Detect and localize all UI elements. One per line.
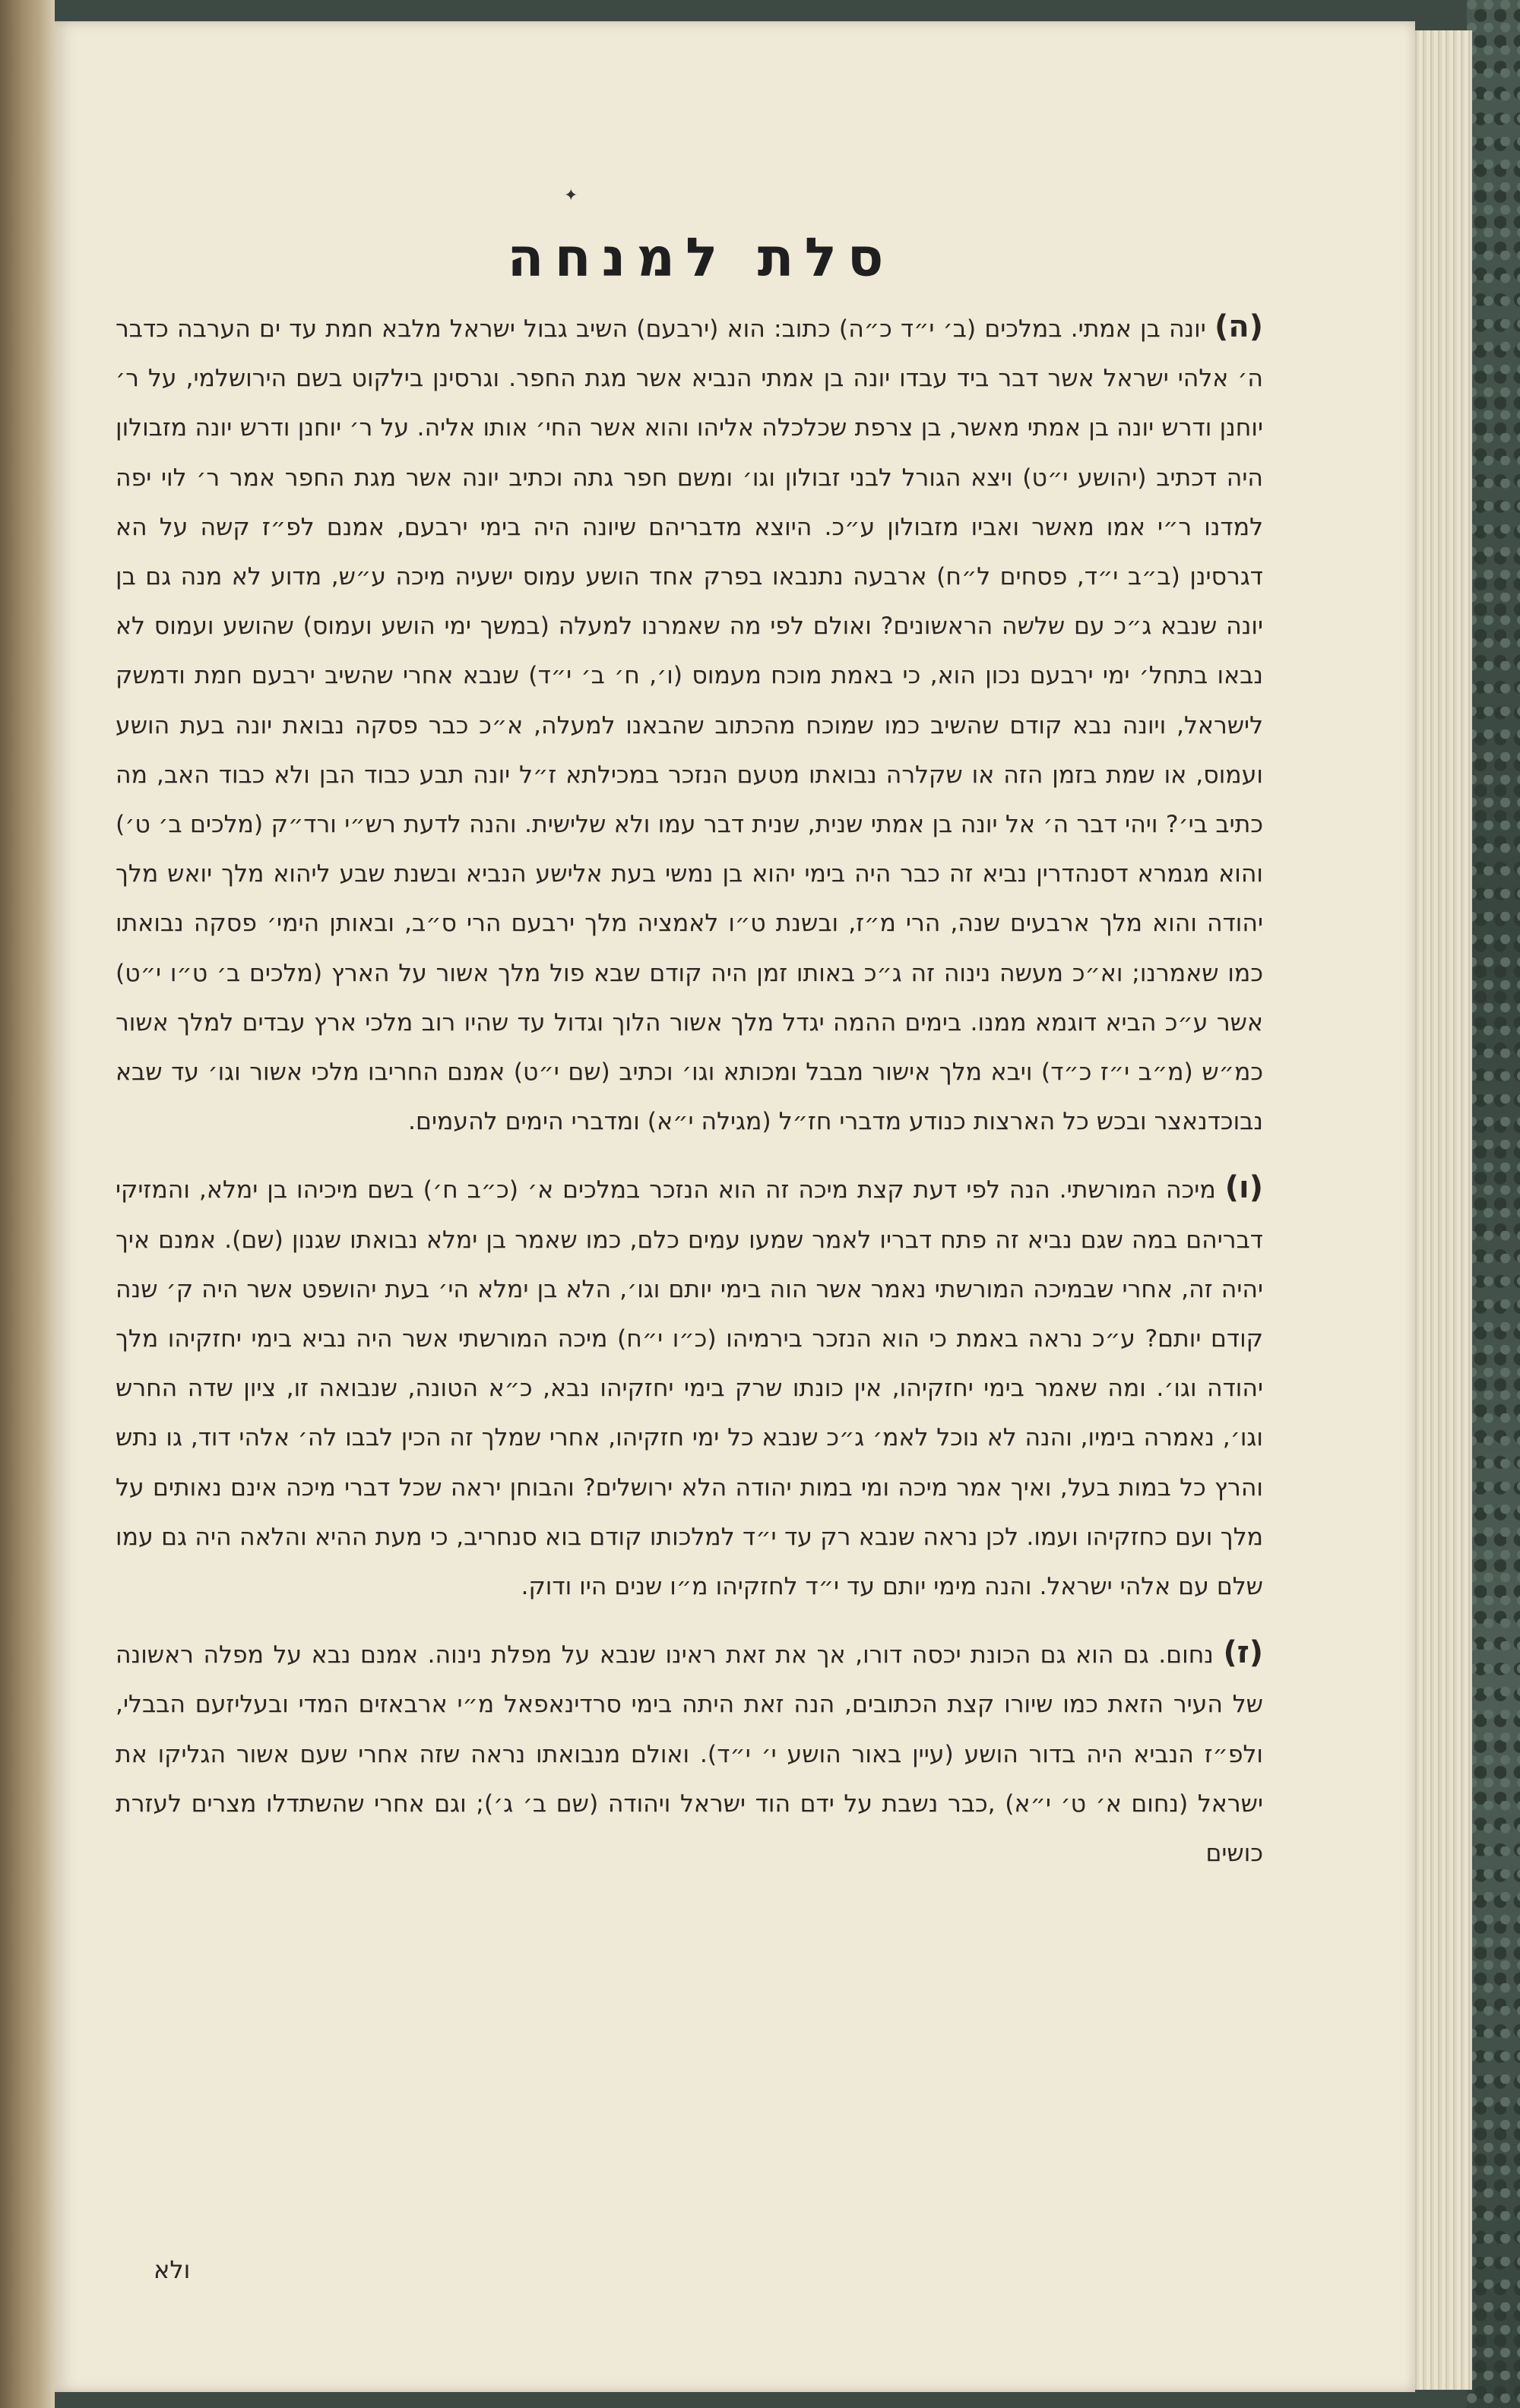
paragraph-3-number: (ז): [1223, 1635, 1264, 1671]
paragraph-1-number: (ה): [1214, 309, 1263, 344]
cover-board: [1467, 0, 1520, 2408]
paragraph-3-text: נחום. גם הוא גם הכונת יכסה דורו, אך את זאת ראינו שנבא על מפלת נינוה. אמנם נבא על מפלה ראשונה של העיר הזאת כמו שיורו קצת הכתובים, הנה זאת היתה בימי סרדינאפאל מ״י ארבאזים המדי ובעליזעם הבבלי, ולפ״ז הנביא היה בדור הושע (עיין באור הושע י׳ י״ד). ואולם מנבואתו נראה שזה אחרי שעם אשור הגליקו את ישראל (נחום א׳ ט׳ י״א) ,כבר נשבת על ידם הוד ישראל ויהודה (שם ב׳ ג׳); וגם אחרי שהשתדלו מצרים לעזרת כושים: [116, 1641, 1263, 1868]
paragraph-2-number: (ו): [1224, 1170, 1263, 1206]
main-text: [116, 302, 1263, 1878]
page-title: סלת למנחה: [507, 226, 895, 289]
catchword: ולא: [154, 2255, 191, 2284]
paragraph-1-text: יונה בן אמתי. במלכים (ב׳ י״ד כ״ה) כתוב: הוא (ירבעם) השיב גבול ישראל מלבא חמת עד ים הערבה כדבר ה׳ אלהי ישראל אשר דבר ביד עבדו יונה בן אמתי הנביא אשר מגת החפר. וגרסינן בילקוט בשם הירושלמי, על ר׳ יוחנן ודרש יונה בן אמתי מאשר, בן צרפת שכלכלה אליהו והוא אשר החי׳ אותו אליה. על ר׳ יוחנן ודרש יונה מזבולון היה דכתיב (יהושע י״ט) ויצא הגורל לבני זבולון וגו׳ ומשם חפר גתה וכתיב יונה אשר מגת החפר אמר ר׳ לוי יפה למדנו ר״י אמו מאשר ואביו מזבולון ע״כ. היוצא מדבריהם שיונה היה בימי ירבעם, אמנם לפ״ז קשה על הא דגרסינן (ב״ב י״ד, פסחים ל״ח) ארבעה נתנבאו בפרק אחד הושע עמוס ישעיה מיכה ע״ש, מדוע לא מנה גם בן יונה שנבא ג״כ עם שלשה הראשונים? ואולם לפי מה שאמרנו למעלה (במשך ימי הושע ועמוס) שהושע ועמוס לא נבאו בתחל׳ ימי ירבעם נכון הוא, כי באמת מוכח מעמוס (ו׳, ח׳ ב׳ י״ד) שנבא אחרי שהשיב ירבעם חמת ודמשק לישראל, ויונה נבא קודם שהשיב כמו שמוכח מהכתוב שהבאנו למעלה, א״כ כבר פסקה נבואת יונה בעת הושע ועמוס, או שמת בזמן הזה או שקלרה נבואתו מטעם הנזכר במכילתא ז״ל יונה תבע כבוד הבן ולא כבוד האב, מה כתיב בי׳? ויהי דבר ה׳ אל יונה בן אמתי שנית, שנית דבר עמו ולא שלישית. והנה לדעת רש״י ורד״ק (מלכים ב׳ ט׳) והוא מגמרא דסנהדרין נביא זה כבר היה בימי יהוא בן נמשי בעת אלישע הנביא ובשנת שבע ליהוא מלך יואש מלך יהודה והוא מלך ארבעים שנה, הרי מ״ז, ובשנת ט״ו לאמציה מלך ירבעם הרי ס״ב, ובאותן הימי׳ פסקה נבואתו כמו שאמרנו; וא״כ מעשה נינוה זה ג״כ באותו זמן היה קודם שבא פול מלך אשור על הארץ (מלכים ב׳ ט״ו י״ט) אשר ע״כ הביא דוגמא ממנו. בימים ההמה יגדל מלך אשור הלוך וגדול עד שהיו רוב מלכי ארץ עבדים למלך אשור כמ״ש (מ״ב י״ז כ״ד) ויבא מלך אישור מבבל ומכותא וגו׳ וכתיב (שם י״ט) אמנם החריבו מלכי אשור וגו׳ עד שבא נבוכדנאצר ובכש כל הארצות כנודע מדברי חז״ל (מגילה י״א) ומדברי הימים להעמים.: [116, 315, 1263, 1136]
book-binding: [0, 0, 55, 2408]
paragraph-1: [116, 302, 1263, 1147]
paragraph-2-text: מיכה המורשתי. הנה לפי דעת קצת מיכה זה הוא הנזכר במלכים א׳ (כ״ב ח׳) בשם מיכיהו בן ימלא, והמזיקי דבריהם במה שגם נביא זה פתח דבריו לאמר שמעו עמים כלם, כמו שאמר בן ימלא נבואתו שגנון (שם). אמנם איך יהיה זה, אחרי שבמיכה המורשתי נאמר אשר הוה בימי יותם וגו׳, הלא בן ימלא הי׳ בעת יהושפט אשר היה ק׳ שנה קודם יותם? ע״כ נראה באמת כי הוא הנזכר בירמיהו (כ״ו י״ח) מיכה המורשתי אשר היה נביא בימי יחזקיהו מלך יהודה וגו׳. ומה שאמר בימי יחזקיהו, אין כונתו שרק בימי יחזקיהו נבא, כ״א הטונה, שנבואה זו, ציון שדה החרש וגו׳, נאמרה בימיו, והנה לא נוכל לאמ׳ ג״כ שנבא כל ימי חזקיהו, אחרי שמלך זה הכין לבבו לה׳ אלהי דוד, גו נתש והרץ כל במות בעל, ואיך אמר מיכה ומי במות יהודה הלא ירושלים? והבוחן יראה שכל דברי מיכה אינם נאותים על מלך ועם כחזקיהו ועמו. לכן נראה שנבא רק עד י״ד למלכותו קודם בוא סנחריב, כי מעת ההיא והלאה היה גם עמו שלם עם אלהי ישראל. והנה מימי יותם עד י״ד לחזקיהו מ״ו שנים היו ודוק.: [116, 1176, 1263, 1601]
page-edges: [1410, 30, 1472, 2390]
ornament-mark: ✦: [564, 186, 578, 205]
book-page: [55, 21, 1415, 2392]
paragraph-3: [116, 1628, 1263, 1878]
paragraph-2: [116, 1163, 1263, 1612]
